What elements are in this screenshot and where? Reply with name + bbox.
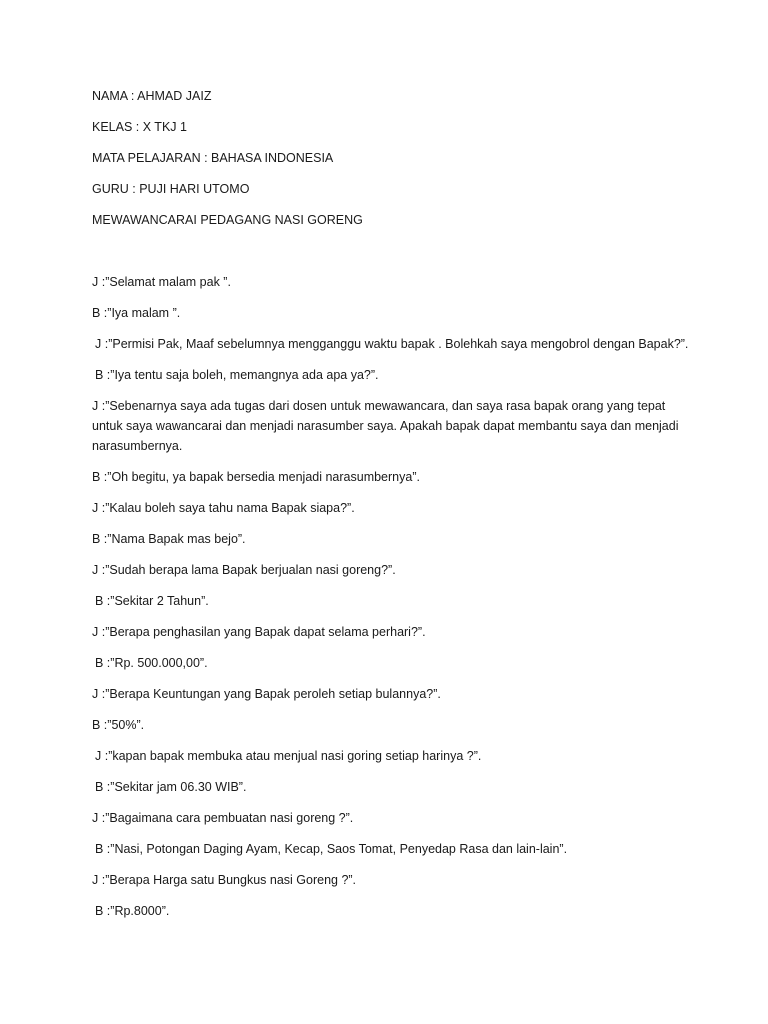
student-class: KELAS : X TKJ 1 xyxy=(92,120,187,134)
dialog-line: J :”Selamat malam pak ”. xyxy=(92,275,231,289)
dialog-line: J :”Bagaimana cara pembuatan nasi goreng ?”. xyxy=(92,811,354,825)
student-name: NAMA : AHMAD JAIZ xyxy=(92,89,212,103)
dialog-line: J :”Berapa Harga satu Bungkus nasi Goreng ?”. xyxy=(92,873,357,887)
dialog-line: J :”Sudah berapa lama Bapak berjualan nasi goreng?”. xyxy=(92,563,396,577)
document-content xyxy=(92,86,692,932)
dialog-line: J :”Sebenarnya saya ada tugas dari dosen untuk mewawancara, dan saya rasa bapak orang yang tepat untuk saya wawancarai dan menjadi narasumber saya. Apakah bapak dapat membantu saya dan menjadi narasumbernya. xyxy=(92,399,679,453)
dialog-line: B :”Nasi, Potongan Daging Ayam, Kecap, Saos Tomat, Penyedap Rasa dan lain-lain”. xyxy=(95,842,568,856)
dialog-line: B :”Iya malam ”. xyxy=(92,306,181,320)
dialog-line: J :”Permisi Pak, Maaf sebelumnya mengganggu waktu bapak . Bolehkah saya mengobrol dengan Bapak?”. xyxy=(95,337,689,351)
dialog-line: B :”50%”. xyxy=(92,718,145,732)
dialog-line: J :”Berapa Keuntungan yang Bapak peroleh setiap bulannya?”. xyxy=(92,687,441,701)
spacer xyxy=(92,241,692,272)
dialog-line: J :”Kalau boleh saya tahu nama Bapak siapa?”. xyxy=(92,501,355,515)
teacher: GURU : PUJI HARI UTOMO xyxy=(92,182,250,196)
document-title: MEWAWANCARAI PEDAGANG NASI GORENG xyxy=(92,213,363,227)
subject: MATA PELAJARAN : BAHASA INDONESIA xyxy=(92,151,334,165)
dialog-line: B :”Nama Bapak mas bejo”. xyxy=(92,532,246,546)
dialog-line: J :”Berapa penghasilan yang Bapak dapat selama perhari?”. xyxy=(92,625,426,639)
dialog-line: B :”Rp. 500.000,00”. xyxy=(95,656,208,670)
dialog-line: B :”Iya tentu saja boleh, memangnya ada apa ya?”. xyxy=(95,368,379,382)
dialog-line: B :”Oh begitu, ya bapak bersedia menjadi narasumbernya”. xyxy=(92,470,420,484)
interview-dialog xyxy=(92,272,692,921)
dialog-line: J :”kapan bapak membuka atau menjual nasi goring setiap harinya ?”. xyxy=(95,749,482,763)
dialog-line: B :”Rp.8000”. xyxy=(95,904,170,918)
dialog-line: B :”Sekitar 2 Tahun”. xyxy=(95,594,209,608)
dialog-line: B :”Sekitar jam 06.30 WIB”. xyxy=(95,780,247,794)
